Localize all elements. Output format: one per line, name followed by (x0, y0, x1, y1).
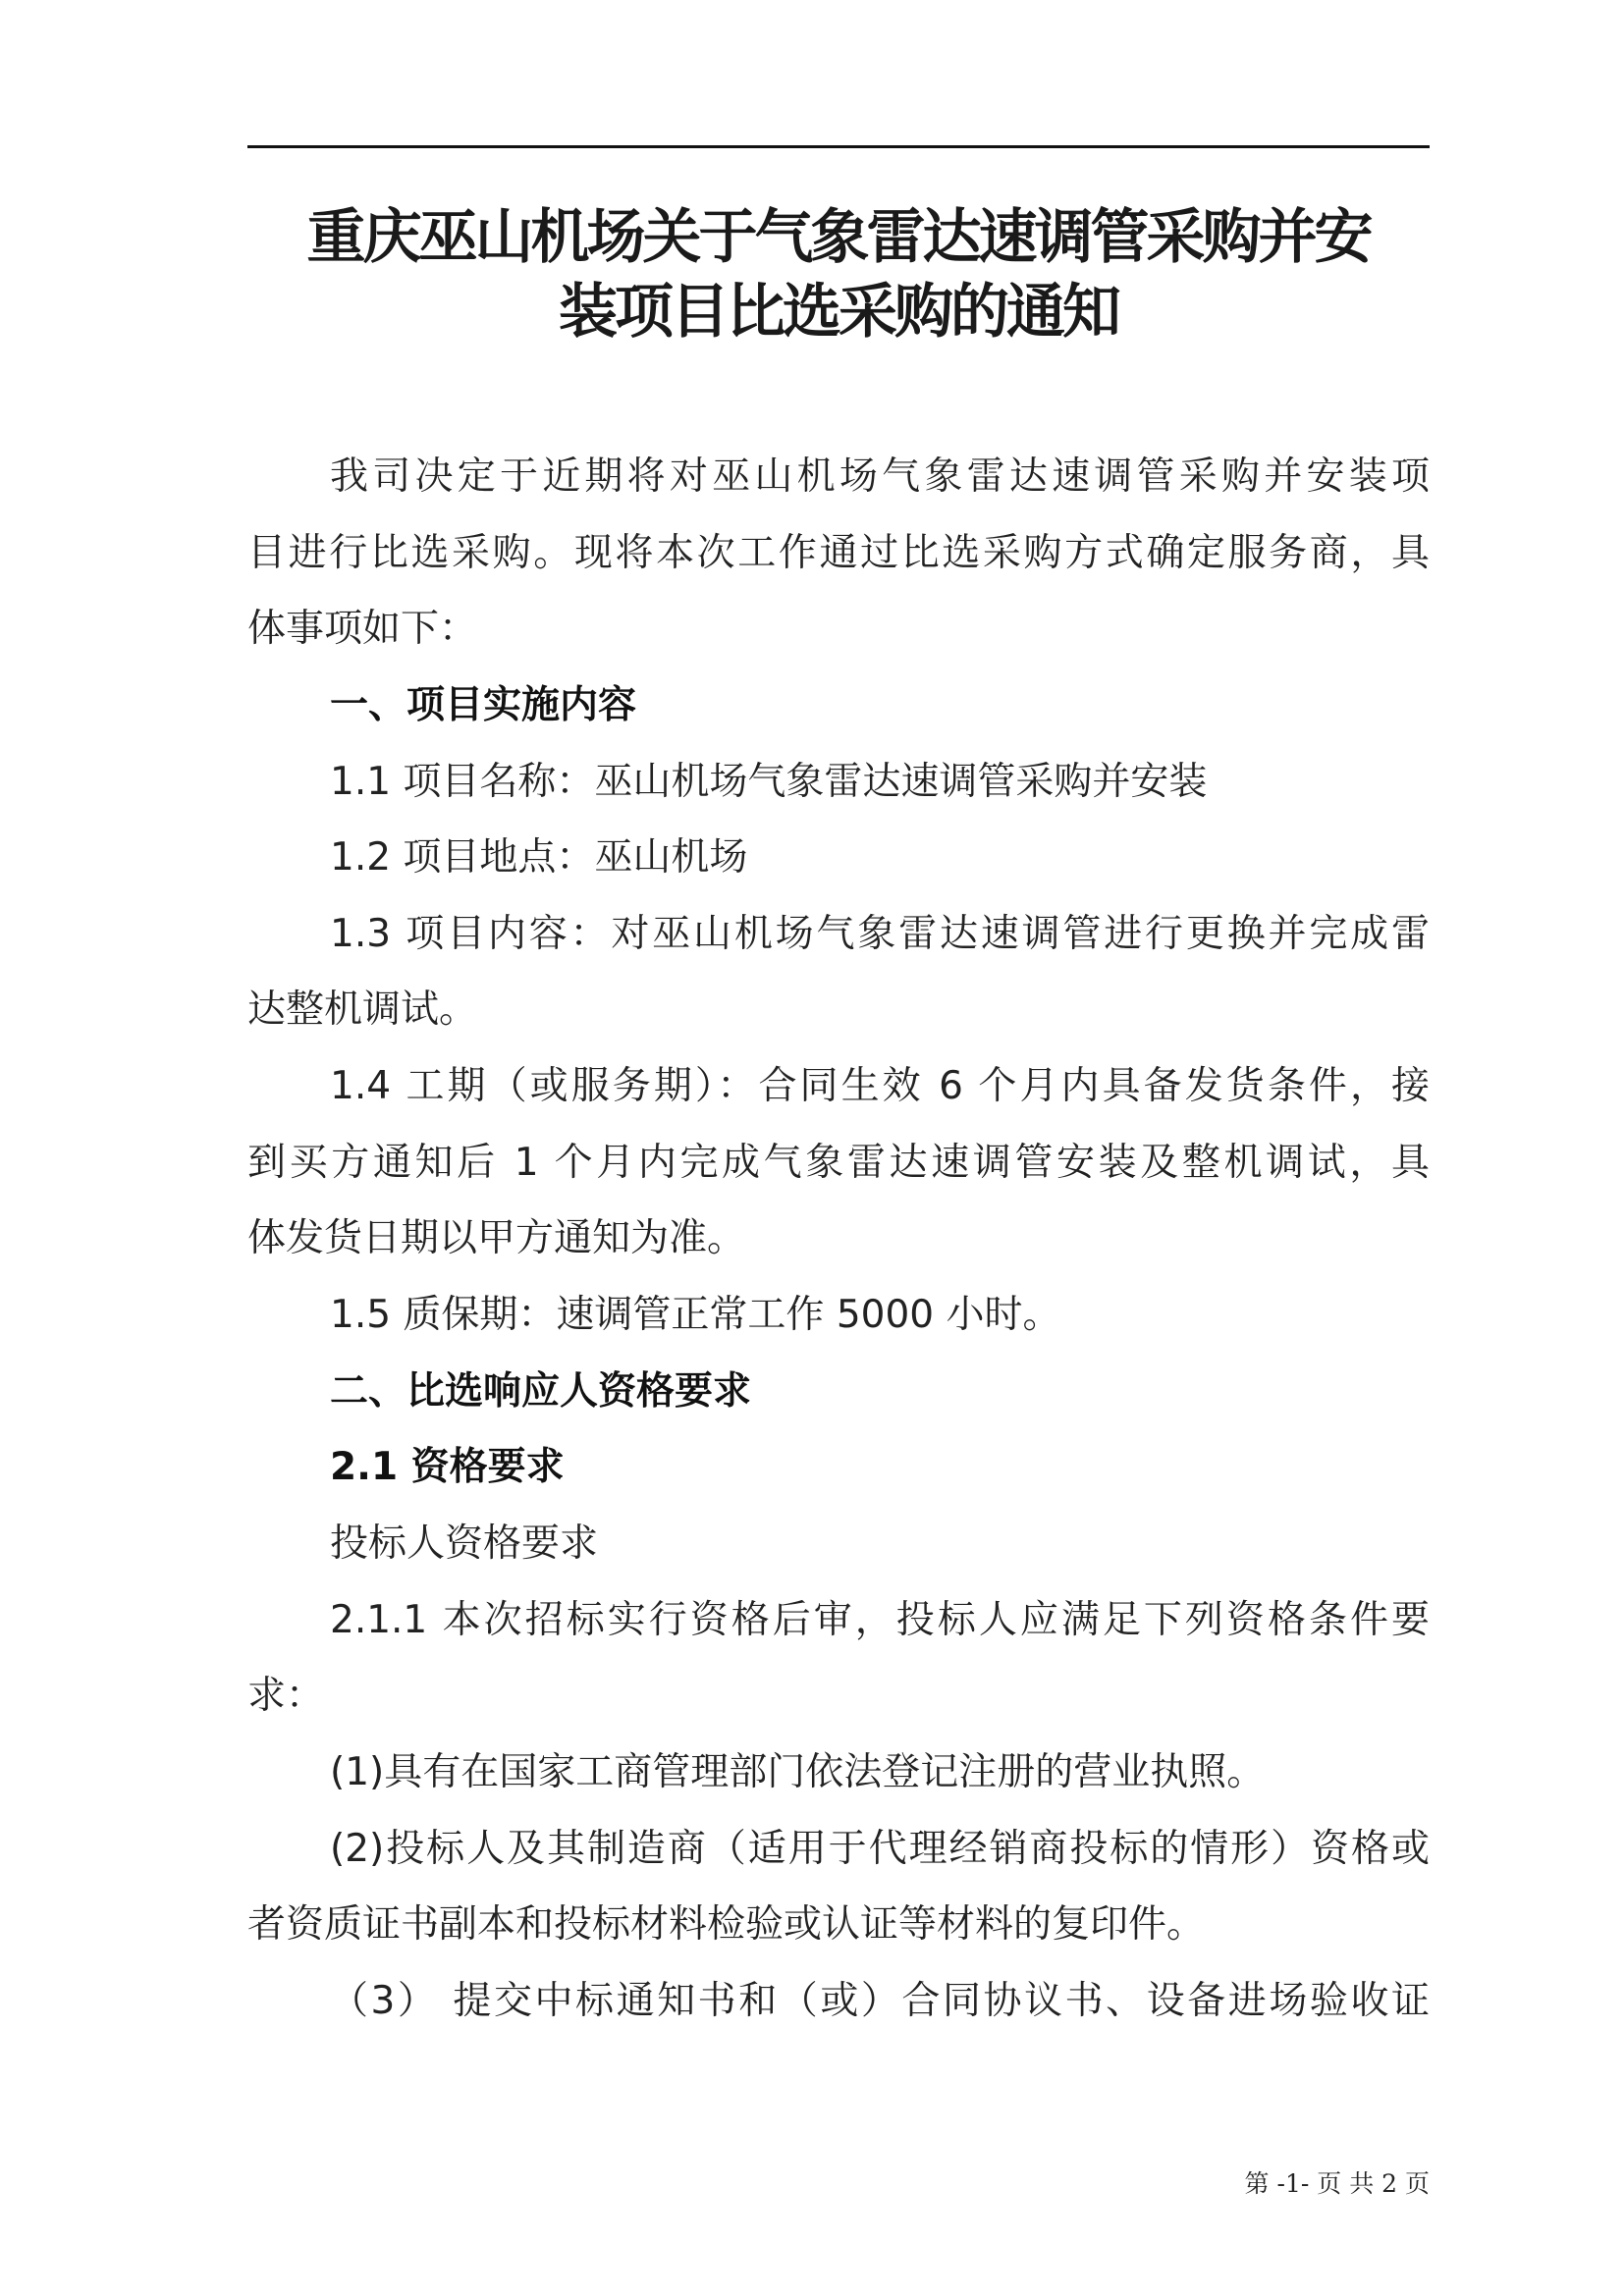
subsection-heading-2-1: 2.1 资格要求 (330, 1445, 565, 1489)
page-number: 第 -1- 页 共 2 页 (1244, 2169, 1430, 2198)
item-1-1: 1.1 项目名称：巫山机场气象雷达速调管采购并安装 (330, 760, 1208, 804)
bidder-requirements-label: 投标人资格要求 (330, 1522, 599, 1566)
section-heading-2: 二、比选响应人资格要求 (330, 1369, 752, 1414)
header-rule (247, 145, 1430, 148)
intro-paragraph-line: 体事项如下： (247, 607, 478, 651)
item-1-5: 1.5 质保期：速调管正常工作 5000 小时。 (330, 1293, 1061, 1337)
item-2-1-1: 2.1.1 本次招标实行资格后审，投标人应满足下列资格条件要 (330, 1598, 1430, 1642)
intro-paragraph-line: 目进行比选采购。现将本次工作通过比选采购方式确定服务商，具 (247, 531, 1430, 575)
requirement-2: (2)投标人及其制造商（适用于代理经销商投标的情形）资格或 (330, 1827, 1430, 1871)
item-1-4: 1.4 工期（或服务期）：合同生效 6 个月内具备发货条件，接 (330, 1064, 1430, 1108)
document-title-line-2: 装项目比选采购的通知 (559, 278, 1118, 347)
item-1-4-continued: 体发货日期以甲方通知为准。 (247, 1216, 746, 1260)
item-1-4-continued: 到买方通知后 1 个月内完成气象雷达速调管安装及整机调试，具 (247, 1141, 1430, 1185)
item-1-3-continued: 达整机调试。 (247, 988, 478, 1032)
document-title-line-1: 重庆巫山机场关于气象雷达速调管采购并安 (306, 203, 1371, 272)
item-1-2: 1.2 项目地点：巫山机场 (330, 835, 748, 880)
item-1-3: 1.3 项目内容：对巫山机场气象雷达速调管进行更换并完成雷 (330, 912, 1430, 956)
intro-paragraph-line: 我司决定于近期将对巫山机场气象雷达速调管采购并安装项 (330, 454, 1430, 499)
requirement-3: （3） 提交中标通知书和（或）合同协议书、设备进场验收证 (330, 1979, 1430, 2023)
item-2-1-1-continued: 求： (247, 1674, 325, 1718)
section-heading-1: 一、项目实施内容 (330, 683, 637, 727)
requirement-2-continued: 者资质证书副本和投标材料检验或认证等材料的复印件。 (247, 1902, 1206, 1947)
requirement-1: (1)具有在国家工商管理部门依法登记注册的营业执照。 (330, 1750, 1266, 1794)
